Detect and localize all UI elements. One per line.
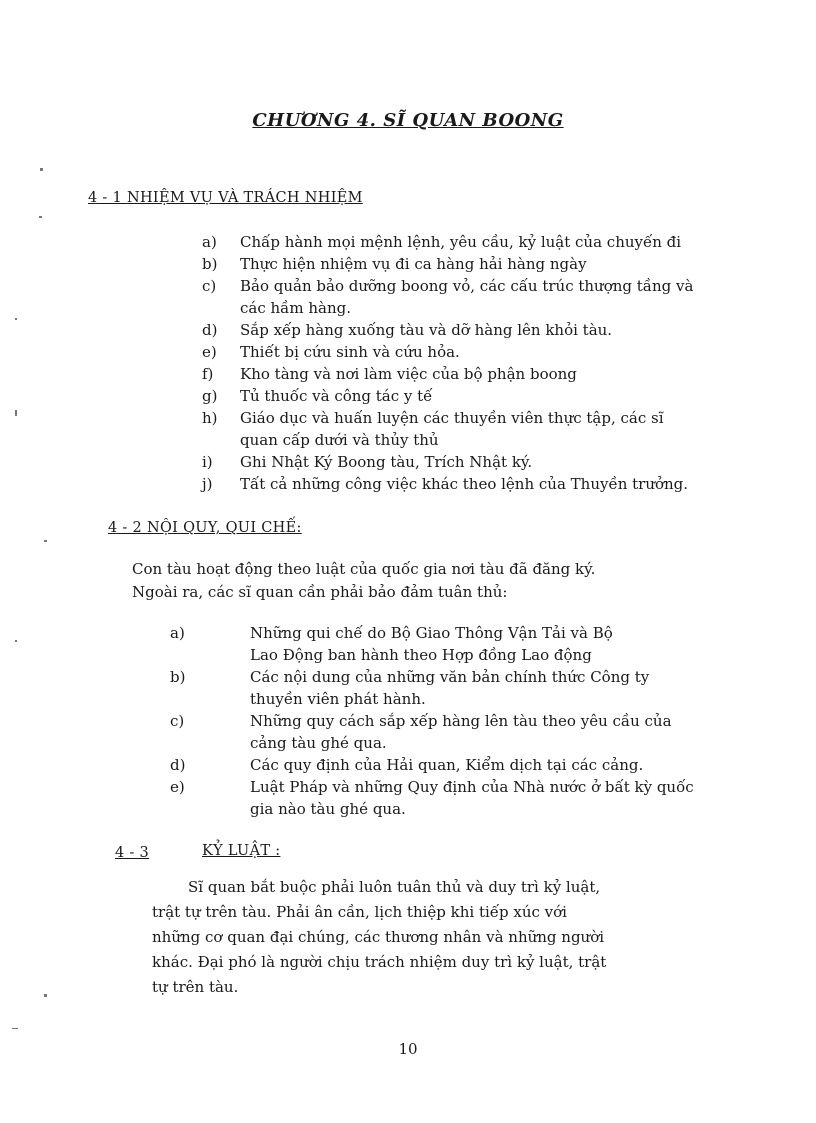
scan-speck [15, 410, 17, 416]
s1-item-a: a) Chấp hành mọi mệnh lệnh, yêu cầu, kỷ luật của chuyến đi [202, 233, 682, 251]
s2-item-e: e) Luật Pháp và những Quy định của Nhà nước ở bất kỳ quốc [170, 778, 694, 796]
scan-speck [39, 216, 42, 218]
s3-line-1: Sĩ quan bắt buộc phải luôn tuân thủ và duy trì kỷ luật, [188, 878, 601, 896]
scan-speck [12, 1028, 18, 1029]
s2-item-b-cont: thuyền viên phát hành. [250, 690, 426, 708]
s2-item-a-cont: Lao Động ban hành theo Hợp đồng Lao động [250, 646, 592, 664]
s1-item-h-cont: quan cấp dưới và thủy thủ [240, 431, 439, 449]
scan-speck [44, 994, 47, 997]
section-3-heading: KỶ LUẬT : [202, 843, 281, 859]
page-number: 10 [398, 1040, 418, 1058]
s2-item-e-cont: gia nào tàu ghé qua. [250, 800, 406, 818]
s1-item-b: b) Thực hiện nhiệm vụ đi ca hàng hải hàng ngày [202, 255, 587, 273]
s1-item-d: d) Sắp xếp hàng xuống tàu và dỡ hàng lên khỏi tàu. [202, 321, 613, 339]
section-1-heading: 4 - 1 NHIỆM VỤ VÀ TRÁCH NHIỆM [88, 190, 363, 206]
scan-speck [44, 540, 47, 542]
section-3-number: 4 - 3 [115, 845, 150, 861]
s2-item-c: c) Những quy cách sắp xếp hàng lên tàu theo yêu cầu của [170, 712, 672, 730]
scan-speck [40, 168, 43, 171]
s2-item-d: d) Các quy định của Hải quan, Kiểm dịch tại các cảng. [170, 756, 644, 774]
s2-intro-line-1: Con tàu hoạt động theo luật của quốc gia nơi tàu đã đăng ký. [132, 560, 596, 578]
s3-line-4: khác. Đại phó là người chịu trách nhiệm duy trì kỷ luật, trật [152, 953, 607, 971]
s1-item-e: e) Thiết bị cứu sinh và cứu hỏa. [202, 343, 460, 361]
section-2-heading: 4 - 2 NỘI QUY, QUI CHẾ: [108, 520, 302, 536]
s1-item-f: f) Kho tàng và nơi làm việc của bộ phận boong [202, 365, 577, 383]
s1-item-c-cont: các hầm hàng. [240, 299, 351, 317]
s1-item-j: j) Tất cả những công việc khác theo lệnh của Thuyền trưởng. [202, 475, 689, 493]
s1-item-c: c) Bảo quản bảo dưỡng boong vỏ, các cấu trúc thượng tầng và [202, 277, 694, 295]
s3-line-2: trật tự trên tàu. Phải ân cần, lịch thiệp khi tiếp xúc với [152, 903, 567, 921]
scan-speck [15, 640, 17, 642]
s3-line-3: những cơ quan đại chúng, các thương nhân và những người [152, 928, 605, 946]
scan-speck [15, 318, 17, 320]
s2-item-b: b) Các nội dung của những văn bản chính thức Công ty [170, 668, 650, 686]
s1-item-i: i) Ghi Nhật Ký Boong tàu, Trích Nhật ký. [202, 453, 533, 471]
s2-intro-line-2: Ngoài ra, các sĩ quan cần phải bảo đảm tuân thủ: [132, 583, 508, 601]
s1-item-g: g) Tủ thuốc và công tác y tế [202, 387, 433, 405]
chapter-title: CHƯƠNG 4. SĨ QUAN BOONG [252, 110, 564, 131]
s1-item-h: h) Giáo dục và huấn luyện các thuyền viên thực tập, các sĩ [202, 409, 664, 427]
s2-item-c-cont: cảng tàu ghé qua. [250, 734, 387, 752]
s2-item-a: a) Những qui chế do Bộ Giao Thông Vận Tải và Bộ [170, 624, 613, 642]
s3-line-5: tự trên tàu. [152, 978, 239, 996]
